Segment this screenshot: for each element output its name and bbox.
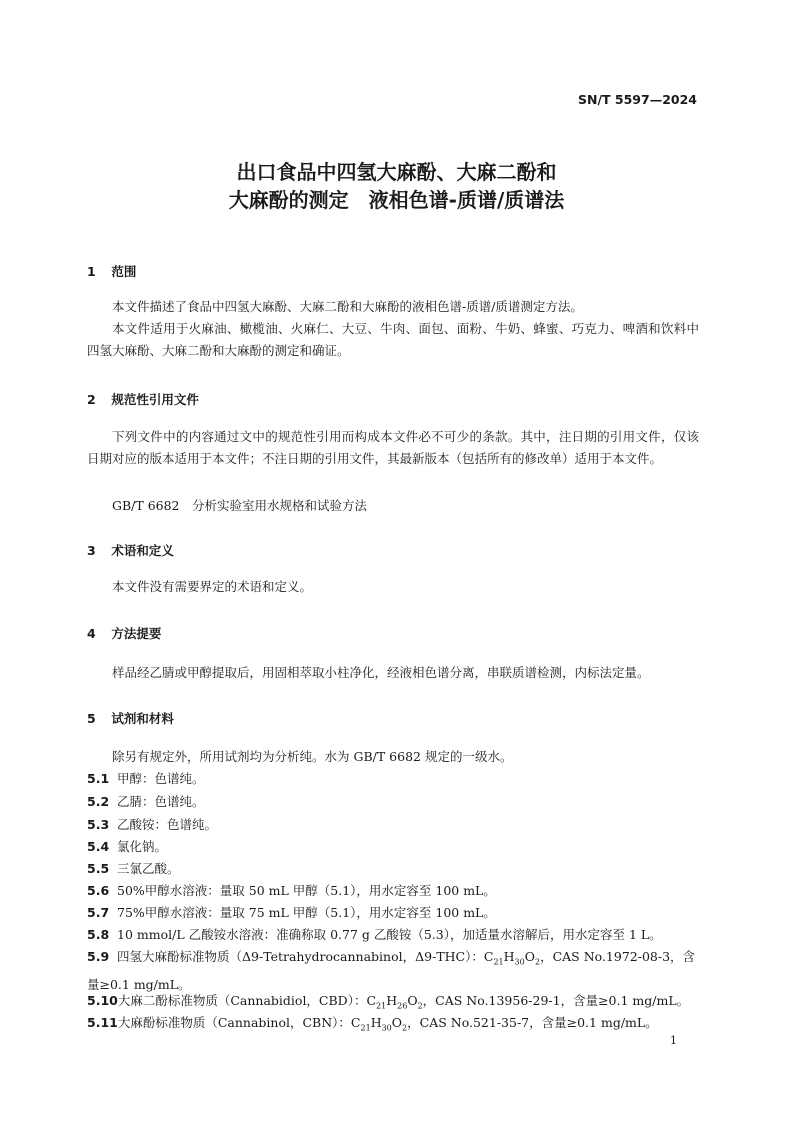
item-number: 5.8 bbox=[87, 927, 110, 942]
formula-subscript: 21 bbox=[360, 1023, 371, 1033]
formula-subscript: 26 bbox=[397, 1001, 408, 1011]
item-number: 5.9 bbox=[87, 949, 110, 964]
scope-paragraph-2: 本文件适用于火麻油、橄榄油、火麻仁、大豆、牛肉、面包、面粉、牛奶、蜂蜜、巧克力、啤酒和饮料中四氢大麻酚、大麻二酚和大麻酚的测定和确证。 bbox=[87, 321, 699, 358]
document-title bbox=[0, 158, 793, 214]
section-heading-terms bbox=[87, 541, 174, 559]
item-number: 5.3 bbox=[87, 817, 110, 832]
section-number: 5 bbox=[87, 711, 96, 726]
reagent-item bbox=[87, 791, 699, 813]
item-number: 5.7 bbox=[87, 905, 110, 920]
normative-reference-gbt6682: GB/T 6682 分析实验室用水规格和试验方法 bbox=[112, 498, 368, 513]
reagent-item bbox=[87, 836, 699, 858]
terms-paragraph: 本文件没有需要界定的术语和定义。 bbox=[112, 579, 313, 594]
item-text-a: 大麻二酚标准物质（Cannabidiol，CBD）：C bbox=[117, 993, 377, 1008]
formula-subscript: 21 bbox=[493, 957, 504, 967]
item-number: 5.6 bbox=[87, 883, 110, 898]
section-number: 3 bbox=[87, 543, 96, 558]
standard-number: SN/T 5597—2024 bbox=[578, 92, 697, 107]
item-number: 5.10 bbox=[87, 993, 118, 1008]
section-title: 术语和定义 bbox=[111, 543, 174, 558]
item-number: 5.11 bbox=[87, 1015, 118, 1030]
formula-subscript: 2 bbox=[534, 957, 541, 967]
title-line-2: 大麻酚的测定 液相色谱-质谱/质谱法 bbox=[228, 188, 565, 212]
formula-subscript: 21 bbox=[376, 1001, 387, 1011]
section-title: 规范性引用文件 bbox=[111, 392, 199, 407]
section-number: 4 bbox=[87, 626, 96, 641]
formula-subscript: 30 bbox=[381, 1023, 392, 1033]
title-line-1: 出口食品中四氢大麻酚、大麻二酚和 bbox=[236, 160, 557, 184]
reagent-item bbox=[87, 924, 699, 946]
item-text-b: ，CAS No.13956-29-1，含量≥0.1 mg/mL。 bbox=[422, 993, 690, 1008]
section-title: 方法提要 bbox=[111, 626, 162, 641]
item-text-a: 四氢大麻酚标准物质（Δ9-Tetrahydrocannabinol，Δ9-THC）：C bbox=[117, 949, 494, 964]
section-heading-reagents bbox=[87, 709, 174, 727]
item-text-b: ，CAS No.1972-08-3，含量≥0.1 mg/mL。 bbox=[87, 949, 696, 992]
reagent-item bbox=[87, 858, 699, 880]
item-text: 75%甲醇水溶液：量取 75 mL 甲醇（5.1），用水定容至 100 mL。 bbox=[117, 905, 496, 920]
section-title: 范围 bbox=[111, 264, 137, 279]
normative-paragraph: 下列文件中的内容通过文中的规范性引用而构成本文件必不可少的条款。其中，注日期的引用文件，仅该日期对应的版本适用于本文件；不注日期的引用文件，其最新版本（包括所有的修改单）适用于本文件。 bbox=[87, 429, 699, 466]
item-text: 甲醇：色谱纯。 bbox=[117, 771, 205, 786]
reagent-item bbox=[87, 768, 699, 790]
formula-element: O bbox=[391, 1015, 403, 1030]
item-number: 5.4 bbox=[87, 839, 110, 854]
reagent-item bbox=[87, 902, 699, 924]
item-text: 乙酸铵：色谱纯。 bbox=[117, 817, 218, 832]
section-title: 试剂和材料 bbox=[111, 711, 174, 726]
item-text: 氯化钠。 bbox=[117, 839, 168, 854]
reagent-item bbox=[87, 880, 699, 902]
section-number: 2 bbox=[87, 392, 96, 407]
formula-element: H bbox=[386, 993, 398, 1008]
reagents-intro: 除另有规定外，所用试剂均为分析纯。水为 GB/T 6682 规定的一级水。 bbox=[112, 749, 513, 764]
reagent-item bbox=[87, 1012, 699, 1040]
section-heading-scope bbox=[87, 262, 136, 280]
section-heading-normative-references bbox=[87, 390, 199, 408]
section-number: 1 bbox=[87, 264, 96, 279]
scope-paragraph-1: 本文件描述了食品中四氢大麻酚、大麻二酚和大麻酚的液相色谱-质谱/质谱测定方法。 bbox=[112, 299, 583, 314]
item-text: 50%甲醇水溶液：量取 50 mL 甲醇（5.1），用水定容至 100 mL。 bbox=[117, 883, 496, 898]
reagent-item bbox=[87, 946, 699, 996]
item-text: 10 mmol/L 乙酸铵水溶液：准确称取 0.77 g 乙酸铵（5.3），加适量水溶解后，用水定容至 1 L。 bbox=[117, 927, 662, 942]
item-text-a: 大麻酚标准物质（Cannabinol，CBN）：C bbox=[117, 1015, 361, 1030]
page-number: 1 bbox=[670, 1034, 677, 1047]
formula-subscript: 30 bbox=[514, 957, 525, 967]
item-text-b: ，CAS No.521-35-7，含量≥0.1 mg/mL。 bbox=[407, 1015, 658, 1030]
formula-element: O bbox=[524, 949, 535, 964]
section-heading-principle bbox=[87, 624, 161, 642]
formula-subscript: 2 bbox=[402, 1023, 408, 1033]
formula-subscript: 2 bbox=[417, 1001, 423, 1011]
item-number: 5.5 bbox=[87, 861, 110, 876]
item-number: 5.2 bbox=[87, 794, 110, 809]
formula-element: H bbox=[370, 1015, 382, 1030]
item-text: 乙腈：色谱纯。 bbox=[117, 794, 205, 809]
formula-element: O bbox=[407, 993, 418, 1008]
item-text: 三氯乙酸。 bbox=[117, 861, 180, 876]
principle-paragraph: 样品经乙腈或甲醇提取后，用固相萃取小柱净化，经液相色谱分离，串联质谱检测，内标法定量。 bbox=[112, 665, 650, 680]
reagent-item bbox=[87, 814, 699, 836]
formula-element: H bbox=[503, 949, 515, 964]
item-number: 5.1 bbox=[87, 771, 110, 786]
